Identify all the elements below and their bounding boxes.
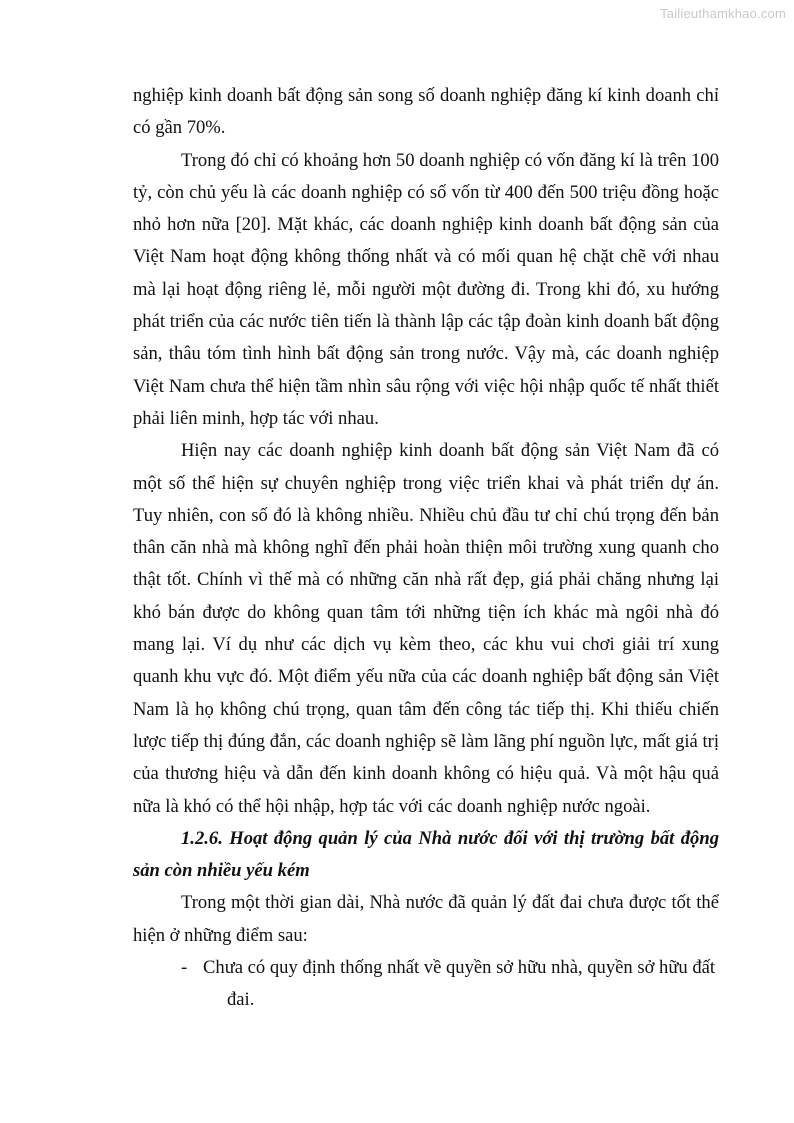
paragraph-state-management: Trong một thời gian dài, Nhà nước đã quản lý đất đai chưa được tốt thể hiện ở những điểm sau: — [133, 892, 719, 946]
list-item — [133, 952, 719, 1017]
list-item-text-line1: Chưa có quy định thống nhất về quyền sở hữu nhà, quyền sở hữu đất — [203, 957, 716, 979]
list-item-text-line2: đai. — [227, 989, 255, 1011]
paragraph-enterprise-capital: Trong đó chỉ có khoảng hơn 50 doanh nghiệp có vốn đăng kí là trên 100 tỷ, còn chủ yếu là các doanh nghiệp có số vốn từ 400 đến 500 triệu đồng hoặc nhỏ hơn nữa [20]. Mặt khác, các doanh nghiệp kinh doanh bất động sản của Việt Nam hoạt động không thống nhất và có mối quan hệ chặt chẽ với nhau mà lại hoạt động riêng lẻ, mỗi người một đường đi. Trong khi đó, xu hướng phát triển của các nước tiên tiến là thành lập các tập đoàn kinh doanh bất động sản, thâu tóm tình hình bất động sản trong nước. Vậy mà, các doanh nghiệp Việt Nam chưa thể hiện tầm nhìn sâu rộng với việc hội nhập quốc tế nhất thiết phải liên minh, hợp tác với nhau. — [133, 149, 719, 429]
section-heading: 1.2.6. Hoạt động quản lý của Nhà nước đối với thị trường bất động sản còn nhiều yếu kém — [133, 827, 719, 882]
bullet-dash: - — [181, 957, 188, 979]
document-body — [133, 80, 719, 1017]
paragraph-enterprise-professionalism: Hiện nay các doanh nghiệp kinh doanh bất động sản Việt Nam đã có một số thể hiện sự chuyên nghiệp trong việc triển khai và phát triển dự án. Tuy nhiên, con số đó là không nhiều. Nhiều chủ đầu tư chỉ chú trọng đến bản thân căn nhà mà không nghĩ đến phải hoàn thiện môi trường xung quanh cho thật tốt. Chính vì thế mà có những căn nhà rất đẹp, giá phải chăng nhưng lại khó bán được do không quan tâm tới những tiện ích khác mà ngôi nhà đó mang lại. Ví dụ như các dịch vụ kèm theo, các khu vui chơi giải trí xung quanh khu vực đó. Một điểm yếu nữa của các doanh nghiệp bất động sản Việt Nam là họ không chú trọng, quan tâm đến công tác tiếp thị. Khi thiếu chiến lược tiếp thị đúng đắn, các doanh nghiệp sẽ làm lãng phí nguồn lực, mất giá trị của thương hiệu và dẫn đến kinh doanh không có hiệu quả. Và một hậu quả nữa là khó có thể hội nhập, hợp tác với các doanh nghiệp nước ngoài. — [133, 440, 719, 817]
watermark: Tailieuthamkhao.com — [660, 6, 786, 21]
paragraph-continued: nghiệp kinh doanh bất động sản song số doanh nghiệp đăng kí kinh doanh chỉ có gần 70%. — [133, 85, 719, 139]
